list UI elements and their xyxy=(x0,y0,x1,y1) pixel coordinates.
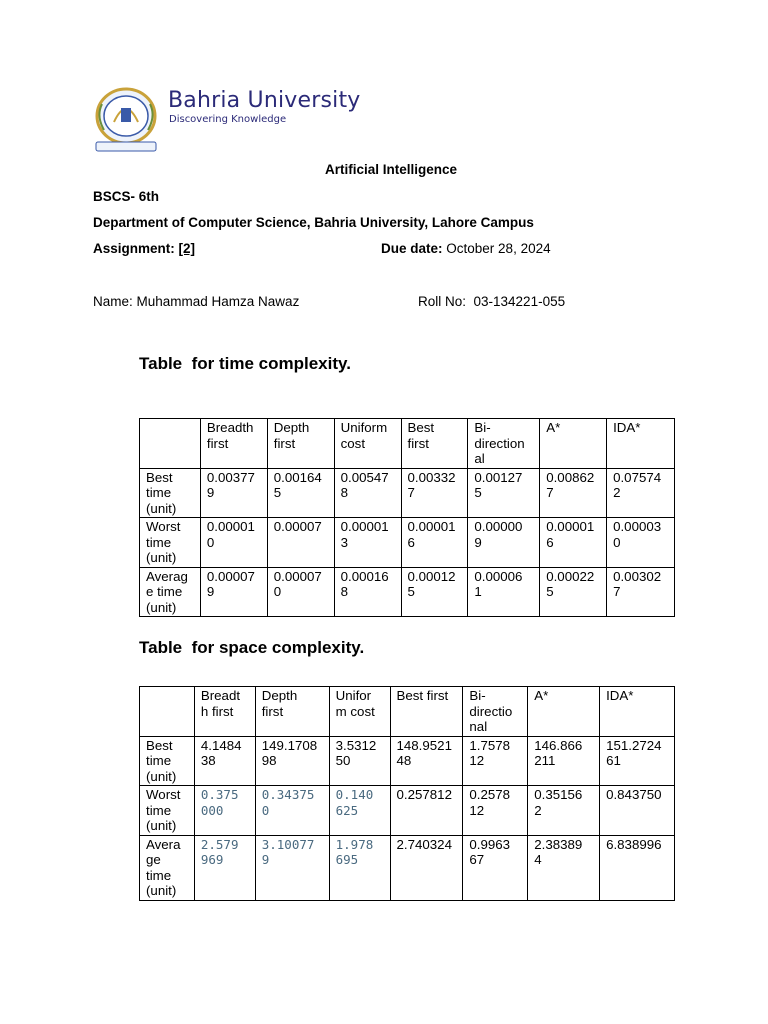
cell-text-line: Depth xyxy=(273,420,310,435)
assignment-number: [2] xyxy=(178,241,196,256)
cell-text-line: 0.375 xyxy=(200,787,239,802)
table-cell xyxy=(329,835,390,900)
cell-text-line: 0.00006 xyxy=(474,568,523,584)
cell-text-line: 8 xyxy=(340,584,349,599)
row-label xyxy=(140,736,195,786)
cell-text-line: 0.00164 xyxy=(273,469,322,485)
cell-text-line: 000 xyxy=(200,802,224,818)
assignment-line xyxy=(93,241,195,256)
cell-text-line: 7 xyxy=(546,485,554,500)
cell-text-line: 149.1708 xyxy=(261,737,318,753)
cell-text-line: (unit) xyxy=(146,550,177,565)
table-cell xyxy=(600,736,675,786)
table-cell xyxy=(200,567,267,617)
column-header xyxy=(401,419,468,469)
cell-text-line: Best xyxy=(146,469,173,485)
cell-text-line: time xyxy=(146,867,172,883)
column-header xyxy=(600,687,675,737)
cell-text-line: Uniform xyxy=(340,420,388,435)
table-cell xyxy=(540,518,607,568)
time-complexity-table xyxy=(139,418,675,617)
cell-text-line: 6 xyxy=(546,534,554,550)
table-cell xyxy=(401,468,468,518)
cell-text-line: 9 xyxy=(261,852,270,867)
cell-text-line: 0.07574 xyxy=(613,469,662,485)
cell-text-line: 0.00127 xyxy=(474,469,523,485)
cell-text-line: 1.978 xyxy=(335,836,374,852)
cell-text-line: 146.866 xyxy=(534,737,583,753)
cell-text-line: first xyxy=(273,435,296,451)
cell-text-line: Worst xyxy=(146,787,181,802)
cell-text-line: 0.9963 xyxy=(469,836,511,852)
university-seal-icon xyxy=(92,86,164,154)
cell-text-line: (unit) xyxy=(146,818,177,833)
cell-text-line: IDA* xyxy=(613,420,641,435)
table-cell xyxy=(528,786,600,836)
column-header xyxy=(140,419,201,469)
table-row xyxy=(140,518,675,568)
assignment-label: Assignment: xyxy=(93,241,175,256)
cell-text-line: Best xyxy=(407,420,435,435)
cell-text-line: 0.34375 xyxy=(261,787,315,802)
table-cell xyxy=(401,567,468,617)
cell-text-line: 9 xyxy=(206,584,215,599)
column-header xyxy=(540,419,607,469)
row-label xyxy=(140,567,201,617)
cell-text-line: 0.00007 xyxy=(273,519,322,534)
table-cell xyxy=(540,567,607,617)
cell-text-line: first xyxy=(407,435,429,451)
cell-text-line: 38 xyxy=(200,753,216,768)
table-cell xyxy=(255,736,329,786)
table-cell xyxy=(607,518,675,568)
student-name: Name: Muhammad Hamza Nawaz xyxy=(93,294,300,309)
time-table-title: Table for time complexity. xyxy=(139,354,351,373)
table-header-row xyxy=(140,687,675,737)
table-cell xyxy=(267,518,334,568)
cell-text-line: 151.2724 xyxy=(606,737,662,753)
table-cell xyxy=(468,518,540,568)
cell-text-line: (unit) xyxy=(146,500,177,516)
cell-text-line: nal xyxy=(469,719,488,734)
cell-text-line: 0.00003 xyxy=(613,519,662,534)
cell-text-line: 3 xyxy=(340,534,349,550)
cell-text-line: 5 xyxy=(407,584,415,599)
cell-text-line: 7 xyxy=(407,485,415,500)
table-cell xyxy=(607,468,675,518)
table-cell xyxy=(600,835,675,900)
table-cell xyxy=(600,786,675,836)
cell-text-line: Bi- xyxy=(474,420,491,435)
cell-text-line: A* xyxy=(534,688,549,703)
cell-text-line: 7 xyxy=(613,584,621,599)
cell-text-line: 0.00001 xyxy=(546,519,595,534)
cell-text-line: ge xyxy=(146,852,161,867)
table-cell xyxy=(401,518,468,568)
table-cell xyxy=(194,736,255,786)
cell-text-line: Unifor xyxy=(335,688,372,703)
cell-text-line: 969 xyxy=(200,852,224,867)
university-tagline: Discovering Knowledge xyxy=(169,114,287,125)
cell-text-line: time xyxy=(146,485,172,500)
department-line: Department of Computer Science, Bahria University, Lahore Campus xyxy=(93,215,534,230)
cell-text-line: Worst xyxy=(146,519,181,534)
cell-text-line: 0.00016 xyxy=(340,568,389,584)
cell-text-line: 0.00862 xyxy=(546,469,595,485)
cell-text-line: Best xyxy=(146,737,173,753)
table-cell xyxy=(390,835,463,900)
cell-text-line: 0.35156 xyxy=(534,787,583,802)
row-label xyxy=(140,786,195,836)
cell-text-line: 0.00007 xyxy=(206,568,255,584)
column-header xyxy=(334,419,401,469)
table-cell xyxy=(267,567,334,617)
cell-text-line: 2 xyxy=(534,802,542,818)
cell-text-line: Breadth xyxy=(206,420,254,435)
table-cell xyxy=(255,786,329,836)
column-header xyxy=(607,419,675,469)
column-header xyxy=(463,687,528,737)
table-header-row xyxy=(140,419,675,469)
cell-text-line: 1.7578 xyxy=(469,737,511,753)
table-cell xyxy=(334,468,401,518)
cell-text-line: 0.257812 xyxy=(396,787,452,802)
table-cell xyxy=(200,468,267,518)
table-cell xyxy=(334,567,401,617)
cell-text-line: 0.00001 xyxy=(340,519,389,534)
row-label xyxy=(140,468,201,518)
table-cell xyxy=(607,567,675,617)
table-cell xyxy=(540,468,607,518)
table-cell xyxy=(267,468,334,518)
cell-text-line: e time xyxy=(146,584,183,599)
cell-text-line: 98 xyxy=(261,753,277,768)
cell-text-line: 211 xyxy=(534,753,556,768)
cell-text-line: 0.2578 xyxy=(469,787,511,802)
column-header xyxy=(528,687,600,737)
cell-text-line: 0.00001 xyxy=(206,519,255,534)
space-table-title: Table for space complexity. xyxy=(139,638,365,657)
roll-number: Roll No: 03-134221-055 xyxy=(418,294,566,309)
column-header xyxy=(255,687,329,737)
university-name: Bahria University xyxy=(168,88,361,113)
row-label xyxy=(140,835,195,900)
row-label xyxy=(140,518,201,568)
table-cell xyxy=(528,736,600,786)
table-cell xyxy=(334,518,401,568)
cell-text-line: IDA* xyxy=(606,688,634,703)
table-cell xyxy=(390,786,463,836)
cell-text-line: 0.00302 xyxy=(613,568,662,584)
cell-text-line: Breadt xyxy=(200,688,241,703)
column-header xyxy=(140,687,195,737)
table-cell xyxy=(528,835,600,900)
cell-text-line: Avera xyxy=(146,836,181,852)
cell-text-line: 12 xyxy=(469,753,485,768)
column-header xyxy=(329,687,390,737)
cell-text-line: time xyxy=(146,534,172,550)
cell-text-line: Bi- xyxy=(469,688,486,703)
cell-text-line: 48 xyxy=(396,753,412,768)
cell-text-line: 9 xyxy=(206,485,215,500)
cell-text-line: 148.9521 xyxy=(396,737,452,753)
cell-text-line: 4 xyxy=(534,852,542,867)
table-row xyxy=(140,736,675,786)
column-header xyxy=(468,419,540,469)
cell-text-line: 8 xyxy=(340,485,349,500)
cell-text-line: 2.740324 xyxy=(396,836,452,852)
cell-text-line: 0.00377 xyxy=(206,469,255,485)
column-header xyxy=(390,687,463,737)
cell-text-line: al xyxy=(474,451,485,466)
cell-text-line: 9 xyxy=(474,534,482,550)
cell-text-line: 6.838996 xyxy=(606,836,662,852)
cell-text-line: 0.140 xyxy=(335,787,374,802)
table-cell xyxy=(329,786,390,836)
cell-text-line: 6 xyxy=(407,534,415,550)
column-header xyxy=(194,687,255,737)
cell-text-line: 0.00022 xyxy=(546,568,595,584)
cell-text-line: (unit) xyxy=(146,599,177,615)
cell-text-line: 0.00000 xyxy=(474,519,523,534)
column-header xyxy=(200,419,267,469)
cell-text-line: (unit) xyxy=(146,883,177,898)
cell-text-line: 2 xyxy=(613,485,621,500)
table-cell xyxy=(329,736,390,786)
cell-text-line: 61 xyxy=(606,753,621,768)
table-row xyxy=(140,567,675,617)
cell-text-line: first xyxy=(261,703,284,719)
cell-text-line: 0.00007 xyxy=(273,568,322,584)
cell-text-line: 0 xyxy=(261,802,270,818)
table-row xyxy=(140,468,675,518)
table-cell xyxy=(468,468,540,518)
cell-text-line: Depth xyxy=(261,688,298,703)
cell-text-line: 0.00332 xyxy=(407,469,456,485)
cell-text-line: 5 xyxy=(474,485,482,500)
table-cell xyxy=(194,835,255,900)
cell-text-line: 625 xyxy=(335,802,359,818)
table-cell xyxy=(390,736,463,786)
program-line: BSCS- 6th xyxy=(93,189,160,204)
cell-text-line: m cost xyxy=(335,703,375,719)
table-cell xyxy=(463,835,528,900)
column-header xyxy=(267,419,334,469)
cell-text-line: (unit) xyxy=(146,768,177,784)
due-date-value: October 28, 2024 xyxy=(446,241,551,256)
cell-text-line: 695 xyxy=(335,852,359,867)
cell-text-line: 0.00012 xyxy=(407,568,456,584)
table-row xyxy=(140,786,675,836)
cell-text-line: time xyxy=(146,802,172,818)
cell-text-line: 3.10077 xyxy=(261,836,315,852)
cell-text-line: A* xyxy=(546,420,561,435)
cell-text-line: Averag xyxy=(146,568,188,584)
cell-text-line: directio xyxy=(469,703,513,719)
cell-text-line: h first xyxy=(200,703,234,719)
course-title: Artificial Intelligence xyxy=(325,162,458,177)
table-cell xyxy=(255,835,329,900)
cell-text-line: cost xyxy=(340,435,366,451)
cell-text-line: Best first xyxy=(396,688,449,703)
cell-text-line: 5 xyxy=(546,584,554,599)
cell-text-line: 4.1484 xyxy=(200,737,242,753)
cell-text-line: 5 xyxy=(273,485,282,500)
due-date-label: Due date: xyxy=(381,241,443,256)
table-cell xyxy=(194,786,255,836)
cell-text-line: 67 xyxy=(469,852,485,867)
cell-text-line: 0.00001 xyxy=(407,519,456,534)
cell-text-line: 0 xyxy=(206,534,215,550)
university-logo xyxy=(92,86,382,156)
cell-text-line: 2.579 xyxy=(200,836,239,852)
due-date-line xyxy=(381,241,551,256)
cell-text-line: direction xyxy=(474,435,525,451)
cell-text-line: 0.843750 xyxy=(606,787,662,802)
table-cell xyxy=(463,736,528,786)
cell-text-line: first xyxy=(206,435,229,451)
cell-text-line: 0 xyxy=(613,534,621,550)
cell-text-line: 2.38389 xyxy=(534,836,583,852)
cell-text-line: 50 xyxy=(335,753,351,768)
cell-text-line: 3.5312 xyxy=(335,737,377,753)
cell-text-line: 0 xyxy=(273,584,282,599)
table-cell xyxy=(463,786,528,836)
table-cell xyxy=(468,567,540,617)
cell-text-line: time xyxy=(146,753,172,768)
table-row xyxy=(140,835,675,900)
table-cell xyxy=(200,518,267,568)
space-complexity-table xyxy=(139,686,675,901)
cell-text-line: 1 xyxy=(474,584,482,599)
cell-text-line: 0.00547 xyxy=(340,469,389,485)
cell-text-line: 12 xyxy=(469,802,485,818)
